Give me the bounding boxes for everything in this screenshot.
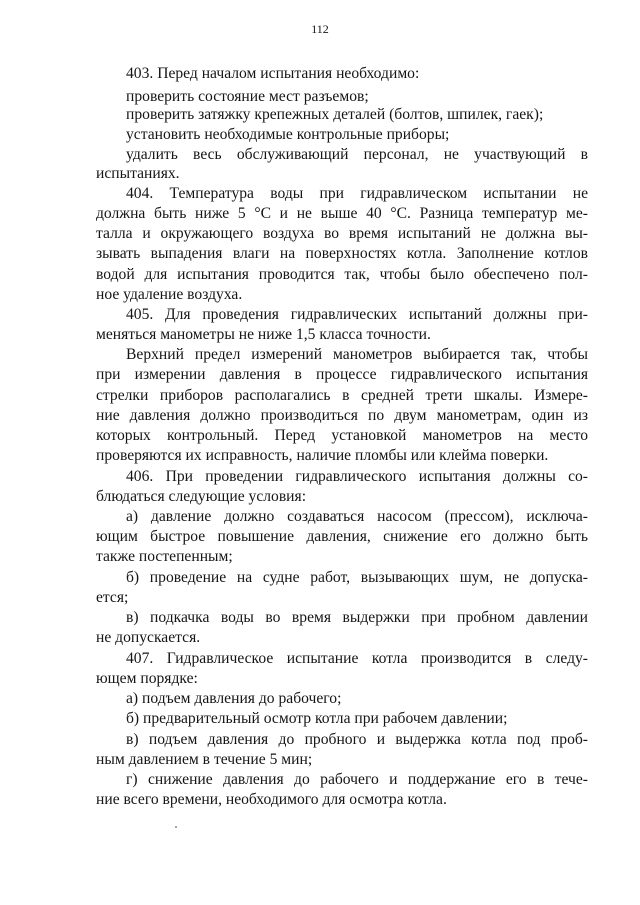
- paragraph-407b-line-1: б) предварительный осмотр котла при рабочем давлении;: [126, 710, 508, 727]
- paragraph-407c-line-2: ным давлением в течение 5 мин;: [96, 751, 313, 768]
- paragraph-407-line-2: ющем порядке:: [96, 670, 198, 687]
- paragraph-404-line-1: 404. Температура воды при гидравлическом испытании не: [126, 185, 588, 202]
- paragraph-406c-line-2: не допускается.: [96, 629, 201, 646]
- paragraph-405b-line-4: ние давления должно производиться по двум манометрам, один из: [96, 407, 588, 424]
- paragraph-403-line-4: установить необходимые контрольные приборы;: [126, 126, 450, 143]
- scan-speck: [175, 826, 177, 828]
- paragraph-405b-line-6: проверяются их исправность, наличие пломбы или клейма поверки.: [96, 447, 549, 464]
- paragraph-403-line-1: 403. Перед началом испытания необходимо:: [126, 65, 420, 82]
- paragraph-406a-line-3: также постепенным;: [96, 548, 233, 565]
- paragraph-407d-line-2: ние всего времени, необходимого для осмотра котла.: [96, 791, 447, 808]
- paragraph-404-line-5: водой для испытания проводится так, чтобы было обеспечено пол-: [96, 266, 588, 283]
- paragraph-403-line-3: проверить затяжку крепежных деталей (болтов, шпилек, гаек);: [126, 106, 544, 123]
- paragraph-406b-line-1: б) проведение на судне работ, вызывающих шум, не допуска-: [126, 569, 588, 586]
- paragraph-405b-line-5: которых контрольный. Перед установкой манометров на место: [96, 427, 588, 444]
- paragraph-405b-line-2: при измерении давления в процессе гидравлического испытания: [96, 366, 588, 383]
- paragraph-404-line-2: должна быть ниже 5 °С и не выше 40 °С. Разница температур ме-: [96, 205, 588, 222]
- paragraph-405b-line-1: Верхний предел измерений манометров выбирается так, чтобы: [126, 346, 588, 363]
- paragraph-405-line-2: меняться манометры не ниже 1,5 класса точности.: [96, 326, 431, 343]
- paragraph-406b-line-2: ется;: [96, 589, 129, 606]
- paragraph-407a-line-1: а) подъем давления до рабочего;: [126, 690, 342, 707]
- paragraph-403-line-6: испытаниях.: [96, 165, 180, 182]
- paragraph-406a-line-2: ющим быстрое повышение давления, снижение его должно быть: [96, 528, 588, 545]
- paragraph-405-line-1: 405. Для проведения гидравлических испытаний должны при-: [126, 306, 588, 323]
- paragraph-406c-line-1: в) подкачка воды во время выдержки при пробном давлении: [126, 609, 588, 626]
- page-number: 112: [311, 22, 329, 36]
- paragraph-404-line-4: зывать выпадения влаги на поверхностях котла. Заполнение котлов: [96, 245, 588, 262]
- paragraph-407c-line-1: в) подъем давления до пробного и выдержка котла под проб-: [126, 731, 588, 748]
- paragraph-405b-line-3: стрелки приборов располагались в средней трети шкалы. Измере-: [96, 387, 588, 404]
- paragraph-404-line-3: талла и окружающего воздуха во время испытаний не должна вы-: [96, 225, 588, 242]
- paragraph-403-line-2: проверить состояние мест разъемов;: [126, 88, 369, 105]
- paragraph-406-line-2: блюдаться следующие условия:: [96, 488, 307, 505]
- paragraph-407d-line-1: г) снижение давления до рабочего и поддержание его в тече-: [126, 771, 588, 788]
- paragraph-407-line-1: 407. Гидравлическое испытание котла производится в следу-: [126, 650, 588, 667]
- paragraph-406a-line-1: а) давление должно создаваться насосом (прессом), исключа-: [126, 508, 588, 525]
- paragraph-403-line-5: удалить весь обслуживающий персонал, не участвующий в: [126, 146, 588, 163]
- paragraph-404-line-6: ное удаление воздуха.: [96, 286, 243, 303]
- paragraph-406-line-1: 406. При проведении гидравлического испытания должны со-: [126, 468, 588, 485]
